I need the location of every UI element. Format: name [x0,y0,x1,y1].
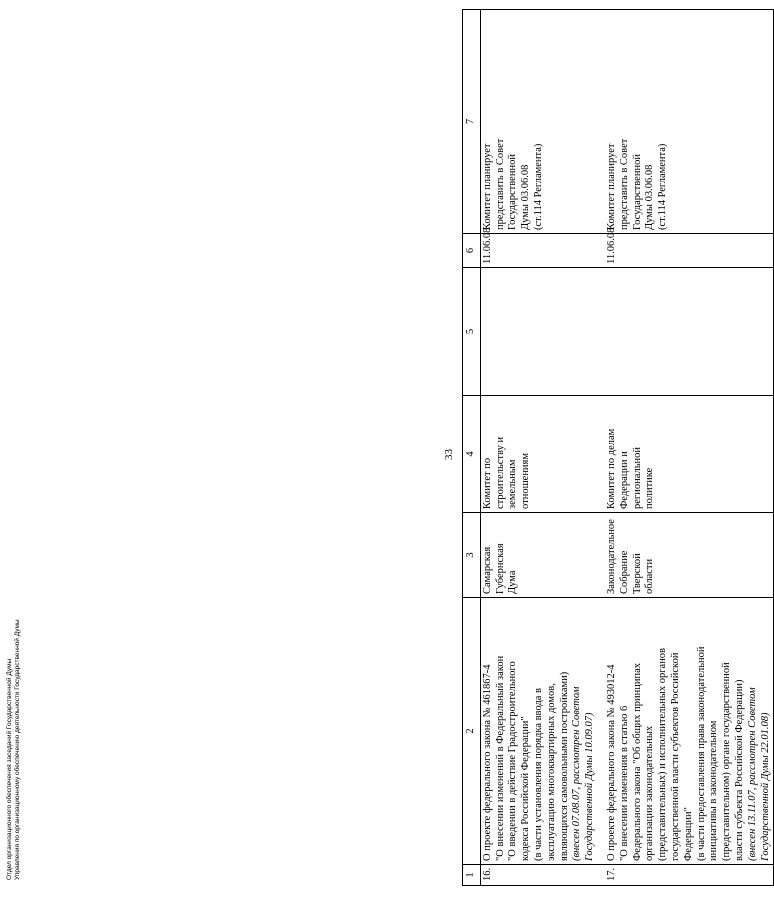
table-row [480,10,598,886]
committee-line: Комитет по [481,457,493,509]
initiator-line: Самарская Губернская [481,543,506,594]
bill-title-line: (в части предоставления права законодательной [695,646,707,861]
committee-line: Комитет по делам [605,428,617,509]
table-row [598,10,774,886]
bill-title-line: власти субъекта Российской Федерации) [733,679,745,861]
date-cell: 11.06.08 [598,234,774,268]
bill-title-line: инициативы в законодательном [708,720,720,861]
status [480,10,598,234]
bill-title-line: (представительных) и исполнительных органов [657,647,669,861]
column-header-6: 6 [463,234,481,268]
initiator [480,513,598,598]
column-number-header-row [463,10,481,886]
row-number: 16. [480,865,598,886]
initiator-line: Дума [507,570,519,594]
column-5-cell [480,268,598,396]
footer-line-1: Отдел организационного обеспечения заседаний Государственной Думы [6,658,13,880]
status-line: Думы 03.06.08 [644,164,656,230]
bill-note-line: (внесен 07.08.07, рассмотрен Советом [571,686,583,861]
committee-line: региональной [631,447,643,509]
footer [6,619,22,880]
bill-title-line: организации законодательных [644,725,656,861]
status [598,10,774,234]
column-header-3: 3 [463,513,481,598]
status-line: Комитет планирует [481,143,493,230]
bill-title-line: (в части установления порядка ввода в [532,688,544,861]
status-line: Думы 03.06.08 [520,164,532,230]
committee-line: строительству и [494,436,506,509]
committee-line: политике [644,467,656,509]
column-header-4: 4 [463,396,481,513]
status-line: (ст.114 Регламента) [532,143,544,230]
bill-title-line: (представительном) органе государственной [721,662,733,861]
footer-line-2: Управления по организационному обеспечению деятельности Государственной Думы [14,619,22,880]
status-line: Государственной [631,154,643,230]
bill-title-line: кодекса Российской Федерации" [520,716,532,861]
bill-title-line: "О внесении изменения в статью 6 [618,705,630,861]
column-header-5: 5 [463,268,481,396]
bill-note-line: Государственной Думы 10.09.07) [584,712,596,861]
bills-table [462,9,774,886]
bill-title-line: являющихся самовольными постройками) [558,671,570,861]
committee-line: Федерации и [618,451,630,509]
committee-line: отношениям [520,452,532,509]
committee-line: земельным [507,459,519,509]
initiator-line: Законодательное [605,519,617,594]
initiator-line: области [644,558,656,594]
bill-title-line: О проекте федерального закона № 461867-4 [481,664,493,861]
bill-title-line: "О внесении изменений в Федеральный закон [494,655,506,861]
status-line: Комитет планирует [605,143,617,230]
column-header-7: 7 [463,10,481,234]
status-line: представить в Совет [618,138,630,230]
initiator [598,513,774,598]
bill-title-line: Федерального закона "Об общих принципах [631,662,643,861]
status-line: (ст.114 Регламента) [657,143,669,230]
column-header-2: 2 [463,598,481,865]
bill-title-line: "О введении в действие Градостроительного [507,661,519,861]
page-number: 33 [443,449,455,460]
column-header-1: 1 [463,865,481,886]
committee [598,396,774,513]
bill-title-line: Федерации" [682,807,694,861]
bill-note-line: Государственной Думы 22.01.08) [759,712,771,861]
bill-note-line: (внесен 13.11.07, рассмотрен Советом [746,687,758,861]
row-number: 17. [598,865,774,886]
bill-description [598,598,774,865]
initiator-line: Собрание Тверской [618,550,643,594]
column-5-cell [598,268,774,396]
status-line: Государственной [507,154,519,230]
status-line: представить в Совет [494,138,506,230]
bill-title-line: О проекте федерального закона № 493012-4 [605,664,617,861]
bill-description [480,598,598,865]
bill-title-line: государственной власти субъектов Российской [669,652,681,861]
date-cell: 11.06.08 [480,234,598,268]
committee [480,396,598,513]
bill-title-line: эксплуатацию многоквартирных домов, [545,683,557,861]
